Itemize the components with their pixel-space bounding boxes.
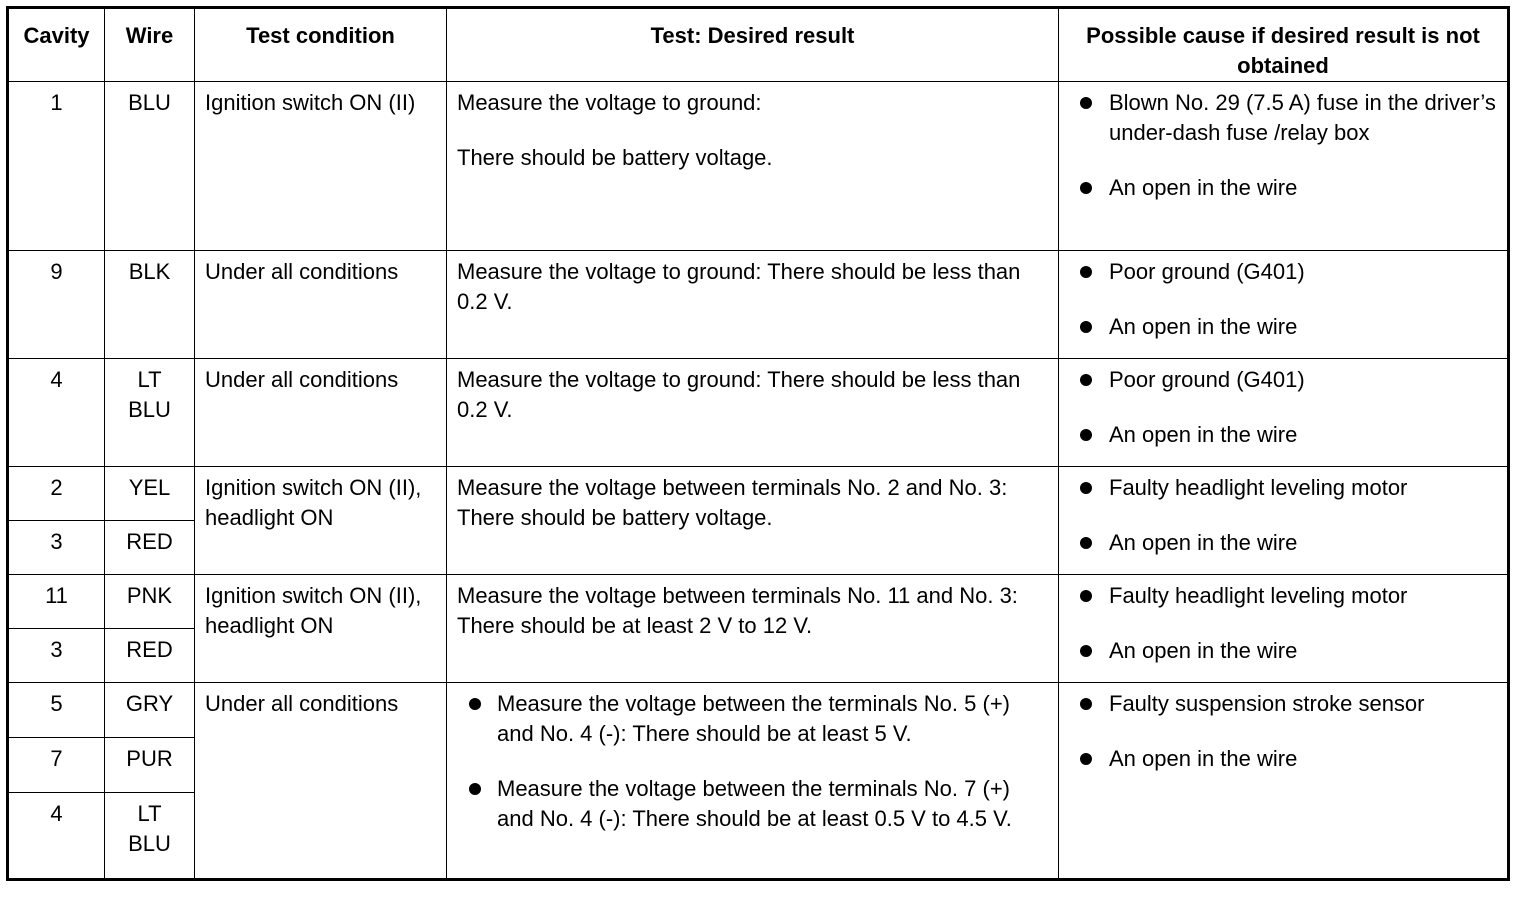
- cause-cell: [1059, 251, 1509, 359]
- result-text: There should be battery voltage.: [457, 145, 773, 170]
- wire-cell: BLK: [105, 251, 195, 359]
- header-cavity: Cavity: [8, 8, 105, 82]
- cavity-cell: 9: [8, 251, 105, 359]
- result-cell: [447, 683, 1059, 880]
- cause-cell: [1059, 467, 1509, 575]
- wire-cell: LT BLU: [105, 359, 195, 467]
- wire-cell: RED: [105, 521, 195, 575]
- cavity-cell: 7: [8, 738, 105, 793]
- cavity-cell: 1: [8, 82, 105, 251]
- cause-item: An open in the wire: [1059, 312, 1507, 342]
- table-row: [8, 467, 1509, 521]
- connector-test-table: [6, 6, 1510, 881]
- cause-item: Faulty suspension stroke sensor: [1059, 689, 1507, 719]
- cause-list: [1059, 689, 1507, 774]
- wire-cell: BLU: [105, 82, 195, 251]
- result-cell: [447, 82, 1059, 251]
- cause-cell: [1059, 359, 1509, 467]
- table-row: [8, 251, 1509, 359]
- header-test-condition: Test condition: [195, 8, 447, 82]
- table-row: [8, 82, 1509, 251]
- header-row: [8, 8, 1509, 82]
- wire-cell: RED: [105, 629, 195, 683]
- table-row: [8, 359, 1509, 467]
- result-cell: Measure the voltage to ground: There should be less than 0.2 V.: [447, 359, 1059, 467]
- wire-cell: GRY: [105, 683, 195, 738]
- result-list: [447, 689, 1058, 834]
- cavity-cell: 2: [8, 467, 105, 521]
- cavity-cell: 11: [8, 575, 105, 629]
- cause-item: Faulty headlight leveling motor: [1059, 473, 1507, 503]
- wire-cell: PUR: [105, 738, 195, 793]
- cavity-cell: 4: [8, 793, 105, 880]
- cause-cell: [1059, 575, 1509, 683]
- result-cell: Measure the voltage to ground: There should be less than 0.2 V.: [447, 251, 1059, 359]
- test-table-container: [6, 6, 1510, 881]
- result-cell: Measure the voltage between terminals No. 2 and No. 3: There should be battery voltage.: [447, 467, 1059, 575]
- header-desired-result: Test: Desired result: [447, 8, 1059, 82]
- result-item: Measure the voltage between the terminals No. 7 (+) and No. 4 (-): There should be at least 0.5 V to 4.5 V.: [447, 774, 1058, 834]
- cause-item: An open in the wire: [1059, 420, 1507, 450]
- cause-item: An open in the wire: [1059, 528, 1507, 558]
- result-text: Measure the voltage to ground:: [457, 90, 762, 115]
- cause-item: Faulty headlight leveling motor: [1059, 581, 1507, 611]
- result-cell: Measure the voltage between terminals No. 11 and No. 3: There should be at least 2 V to 12 V.: [447, 575, 1059, 683]
- wire-cell: PNK: [105, 575, 195, 629]
- cause-list: [1059, 88, 1507, 203]
- table-row: [8, 575, 1509, 629]
- cause-list: [1059, 257, 1507, 342]
- cause-item: Poor ground (G401): [1059, 257, 1507, 287]
- wire-cell: LT BLU: [105, 793, 195, 880]
- wire-cell: YEL: [105, 467, 195, 521]
- condition-cell: Under all conditions: [195, 683, 447, 880]
- condition-cell: Ignition switch ON (II): [195, 82, 447, 251]
- cavity-cell: 4: [8, 359, 105, 467]
- cause-cell: [1059, 82, 1509, 251]
- cause-item: An open in the wire: [1059, 173, 1507, 203]
- cause-list: [1059, 473, 1507, 558]
- cause-cell: [1059, 683, 1509, 880]
- cavity-cell: 3: [8, 629, 105, 683]
- cause-list: [1059, 581, 1507, 666]
- cause-item: An open in the wire: [1059, 744, 1507, 774]
- condition-cell: Ignition switch ON (II), headlight ON: [195, 575, 447, 683]
- table-row: [8, 683, 1509, 738]
- cause-item: An open in the wire: [1059, 636, 1507, 666]
- cavity-cell: 5: [8, 683, 105, 738]
- condition-cell: Ignition switch ON (II), headlight ON: [195, 467, 447, 575]
- cause-item: Poor ground (G401): [1059, 365, 1507, 395]
- header-wire: Wire: [105, 8, 195, 82]
- cause-item: Blown No. 29 (7.5 A) fuse in the driver’s under-dash fuse /relay box: [1059, 88, 1507, 148]
- condition-cell: Under all conditions: [195, 359, 447, 467]
- cause-list: [1059, 365, 1507, 450]
- header-possible-cause: Possible cause if desired result is not obtained: [1059, 8, 1509, 82]
- result-item: Measure the voltage between the terminals No. 5 (+) and No. 4 (-): There should be at least 5 V.: [447, 689, 1058, 749]
- condition-cell: Under all conditions: [195, 251, 447, 359]
- cavity-cell: 3: [8, 521, 105, 575]
